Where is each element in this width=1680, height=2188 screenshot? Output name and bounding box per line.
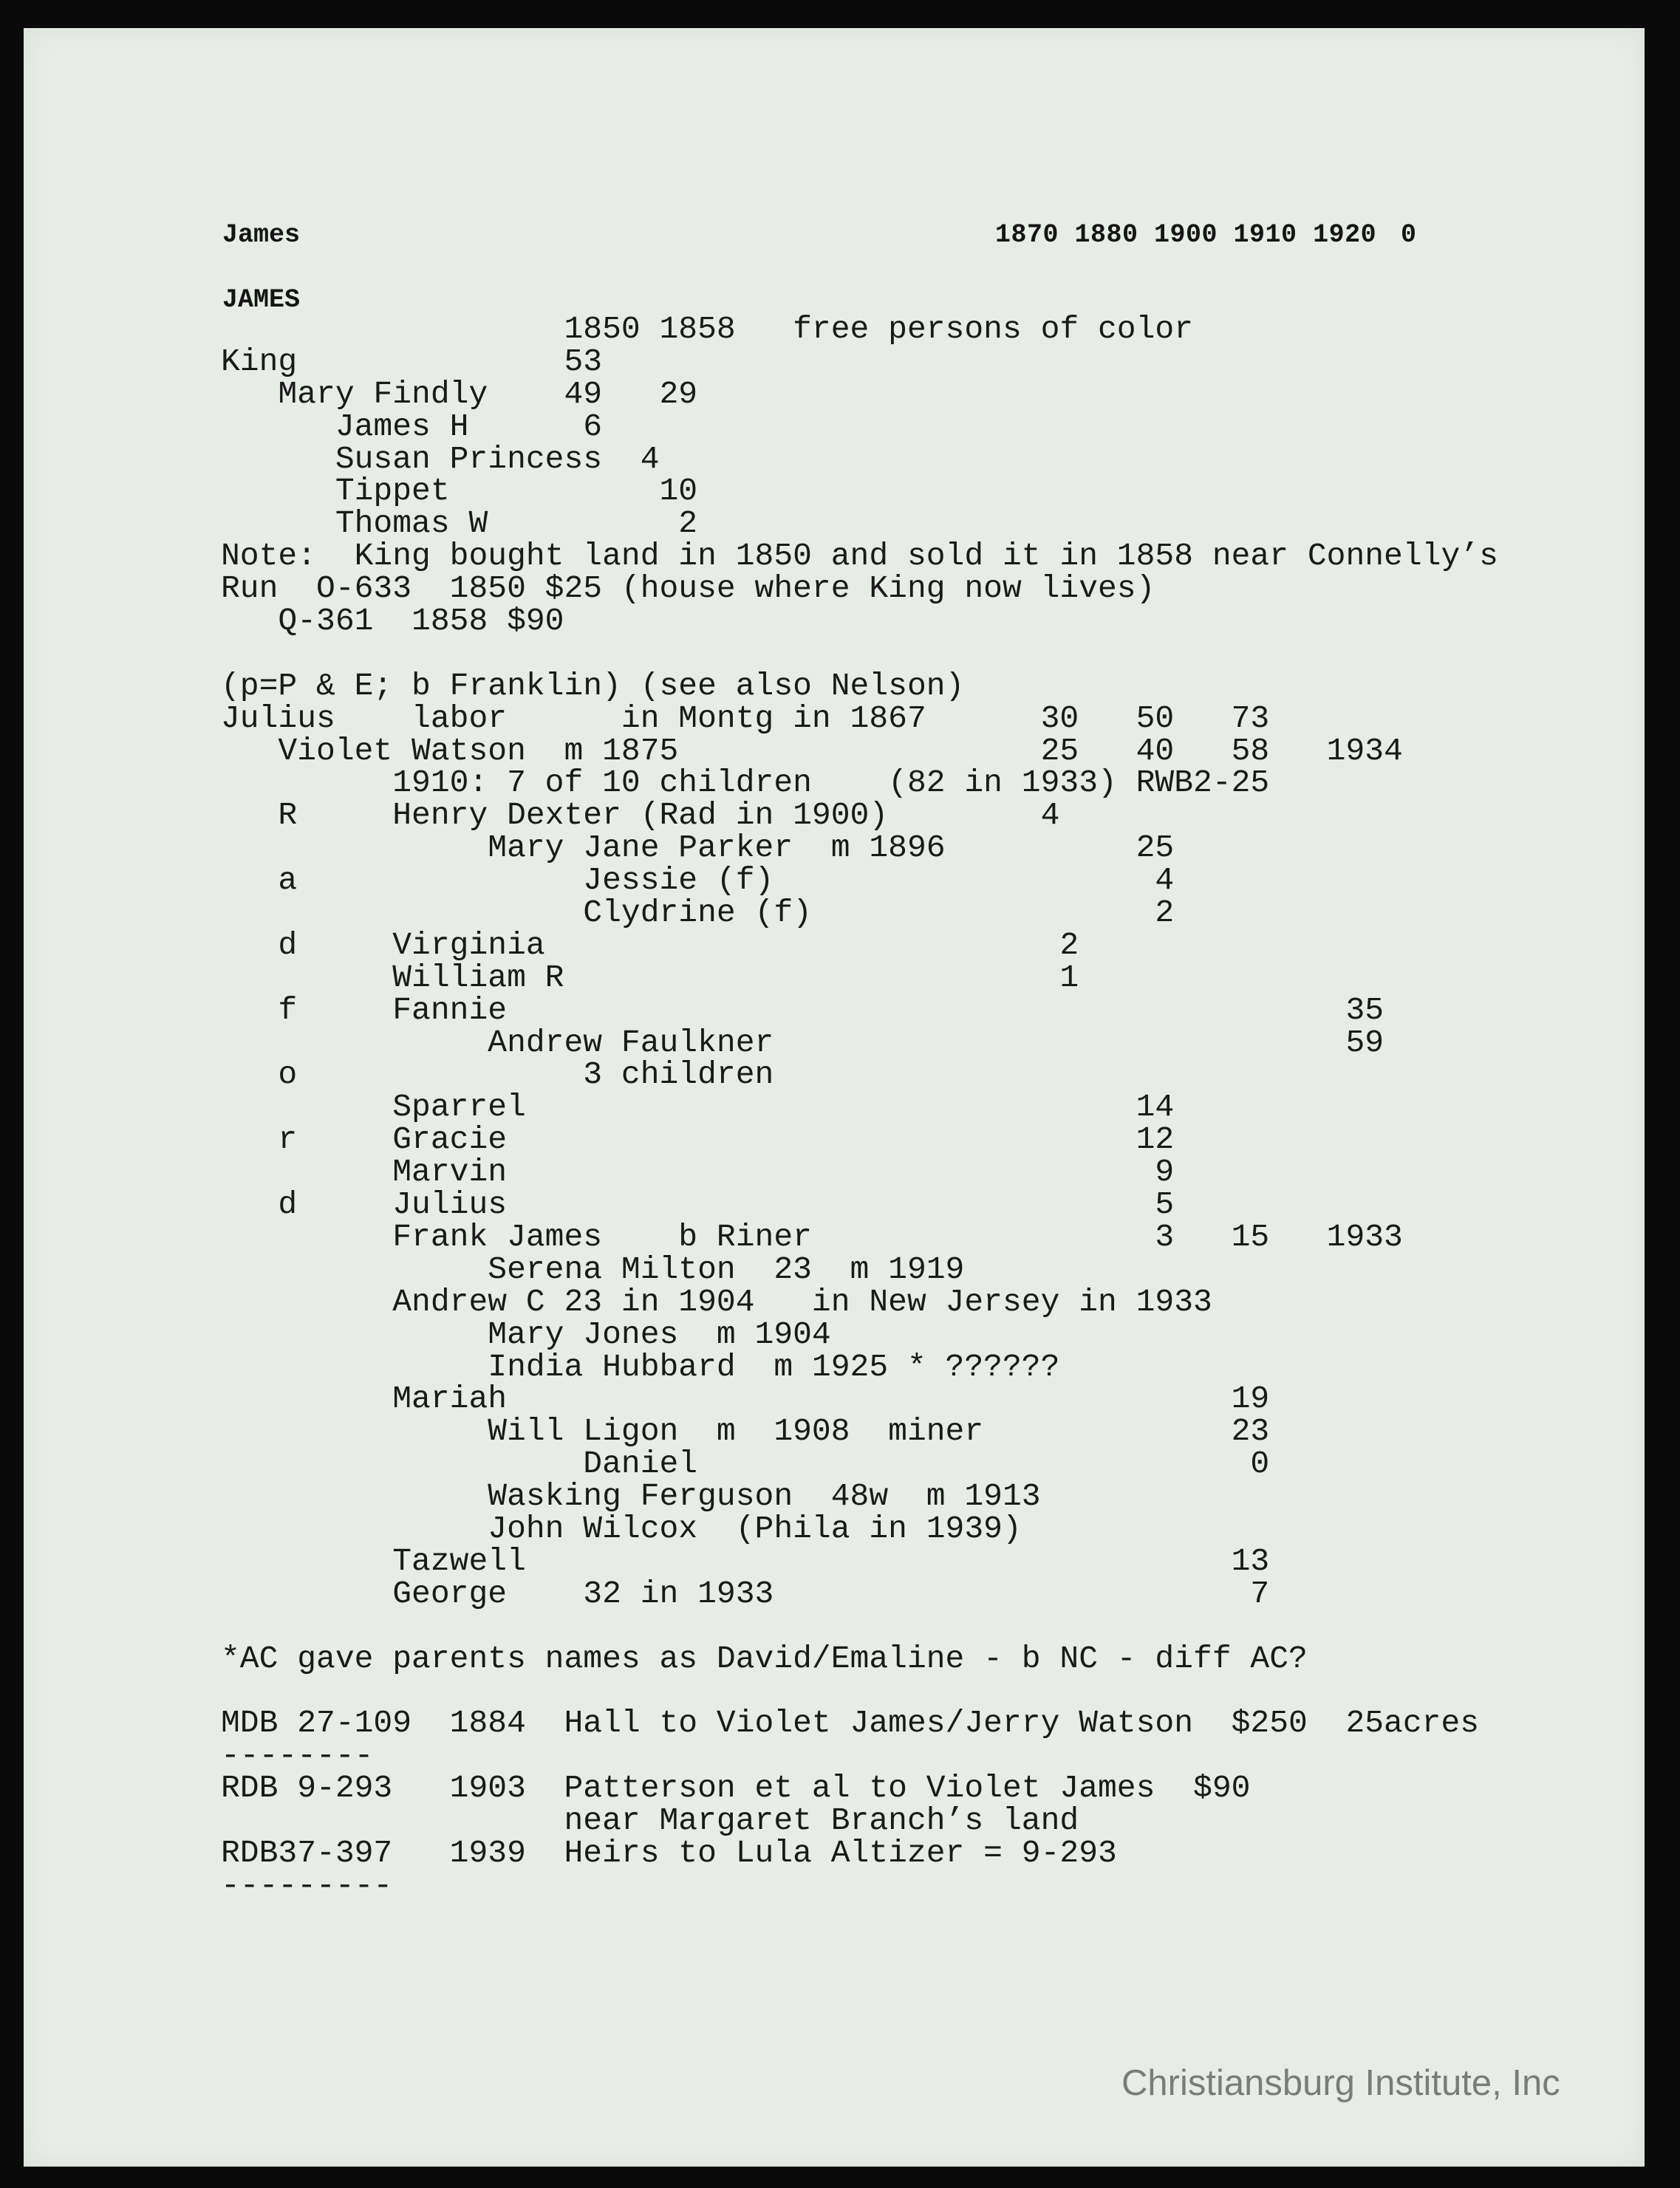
record-line: Julius labor in Montg in 1867 30 50 73 [221, 700, 1270, 736]
record-line: William R 1 [221, 959, 1079, 996]
watermark: Christiansburg Institute, Inc [1121, 2063, 1560, 2103]
record-line: -------- [221, 1737, 374, 1774]
record-line: (p=P & E; b Franklin) (see also Nelson) [221, 667, 965, 704]
record-line: d Julius 5 [221, 1186, 1175, 1223]
record-line: King 53 [221, 343, 603, 380]
record-line: Marvin 9 [221, 1154, 1175, 1191]
record-line: George 32 in 1933 7 [221, 1575, 1270, 1612]
record-line: R Henry Dexter (Rad in 1900) 4 [221, 797, 1060, 834]
record-line: Frank James b Riner 3 15 1933 [221, 1218, 1403, 1255]
record-line: Serena Milton 23 m 1919 [221, 1251, 965, 1288]
record-line: Mary Jane Parker m 1896 25 [221, 830, 1175, 866]
record-line: Wasking Ferguson 48w m 1913 [221, 1478, 1041, 1515]
record-line: Violet Watson m 1875 25 40 58 1934 [221, 732, 1403, 769]
record-line: Q-361 1858 $90 [221, 603, 564, 640]
record-line: RDB 9-293 1903 Patterson et al to Violet James $90 [221, 1770, 1251, 1807]
record-line: 1910: 7 of 10 children (82 in 1933) RWB2-25 [221, 765, 1270, 801]
family-record [221, 313, 1498, 1902]
record-line: near Margaret Branch’s land [221, 1802, 1079, 1839]
record-line: Andrew Faulkner 59 [221, 1024, 1384, 1061]
family-heading: JAMES [222, 285, 301, 315]
record-line: India Hubbard m 1925 * ?????? [221, 1348, 1060, 1385]
record-line: d Virginia 2 [221, 926, 1079, 963]
record-line: a Jessie (f) 4 [221, 862, 1175, 899]
record-line: Tippet 10 [221, 473, 698, 510]
census-years-header: 1870 1880 1900 1910 1920 [995, 220, 1377, 250]
record-line: *AC gave parents names as David/Emaline - b NC - diff AC? [221, 1640, 1308, 1677]
record-line: f Fannie 35 [221, 991, 1384, 1028]
record-line: --------- [221, 1867, 393, 1904]
record-line: 1850 1858 free persons of color [221, 311, 1194, 347]
record-line: Mary Jones m 1904 [221, 1316, 831, 1353]
surname-header: James [222, 220, 301, 250]
record-line: Clydrine (f) 2 [221, 895, 1175, 931]
record-line: Will Ligon m 1908 miner 23 [221, 1413, 1270, 1450]
record-line: Thomas W 2 [221, 505, 698, 542]
census-years-overlap: 0 [1401, 220, 1417, 250]
record-line: RDB37-397 1939 Heirs to Lula Altizer = 9-293 [221, 1834, 1117, 1871]
record-line: Run O-633 1850 $25 (house where King now lives) [221, 570, 1155, 607]
record-line: John Wilcox (Phila in 1939) [221, 1510, 1022, 1547]
record-line: James H 6 [221, 408, 603, 445]
record-line: MDB 27-109 1884 Hall to Violet James/Jerry Watson $250 25acres [221, 1705, 1480, 1742]
record-line: Daniel 0 [221, 1446, 1270, 1483]
record-line: Mary Findly 49 29 [221, 375, 698, 412]
record-line: Andrew C 23 in 1904 in New Jersey in 1933 [221, 1283, 1212, 1320]
record-line: o 3 children [221, 1056, 774, 1093]
record-line: r Gracie 12 [221, 1121, 1175, 1158]
record-line [221, 1610, 1498, 1643]
record-line: Mariah 19 [221, 1381, 1270, 1418]
record-line: Tazwell 13 [221, 1542, 1270, 1579]
record-line: Sparrel 14 [221, 1089, 1175, 1126]
record-line: Susan Princess 4 [221, 440, 660, 477]
record-line [221, 1675, 1498, 1707]
record-line: Note: King bought land in 1850 and sold it in 1858 near Connelly’s [221, 538, 1498, 575]
record-line [221, 637, 1498, 670]
